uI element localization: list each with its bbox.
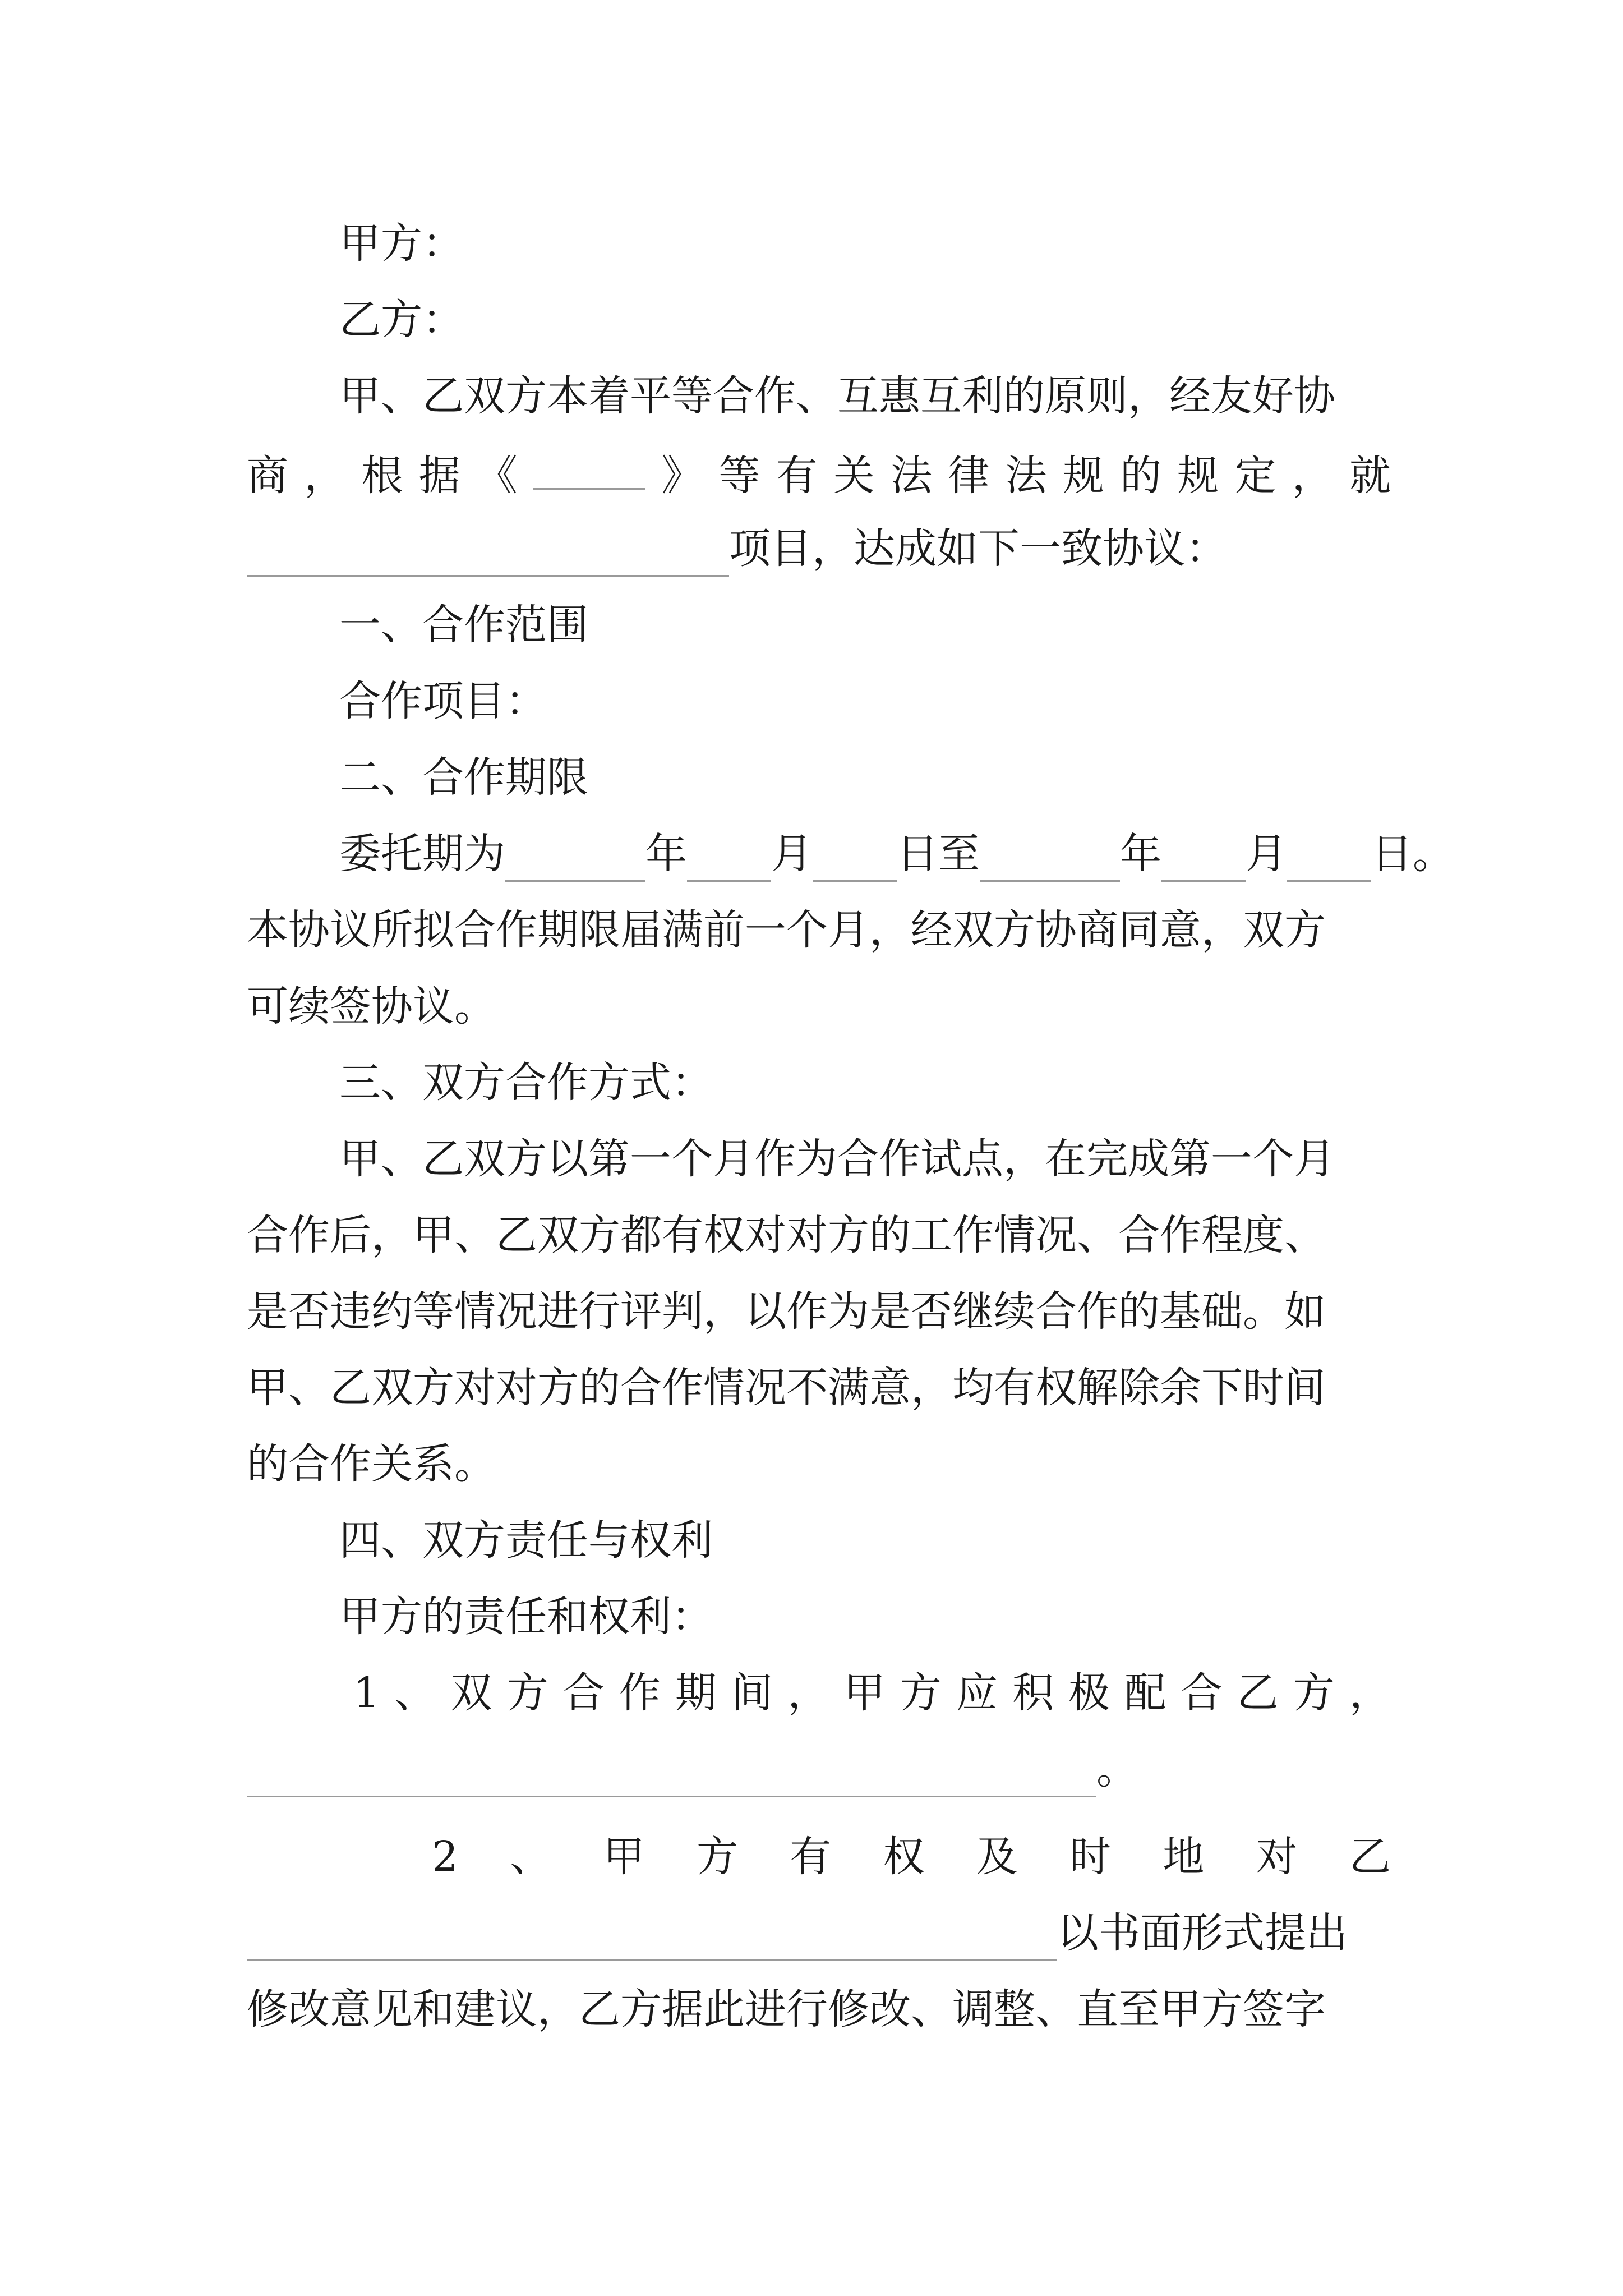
end-year-blank — [980, 836, 1120, 882]
text-char: 作 — [619, 1669, 661, 1717]
start-day-blank — [813, 836, 897, 882]
preamble-line-3 — [247, 521, 1391, 577]
text-char: 对 — [1256, 1833, 1298, 1881]
item-2-tail: 以书面形式提出 — [1057, 1909, 1348, 1957]
end-day-blank — [1287, 836, 1371, 882]
section-3-title: 三、双方合作方式： — [339, 1059, 713, 1107]
law-name-blank — [533, 444, 645, 490]
text-char: 《 — [476, 452, 518, 500]
text-char: 规 — [1062, 452, 1104, 500]
text-char: 商 — [247, 452, 288, 500]
section-3-line-3: 是否违约等情况进行评判，以作为是否继续合作的基础。如 — [247, 1287, 1326, 1336]
start-year-blank — [505, 836, 645, 882]
text-char: 就 — [1349, 452, 1391, 500]
text-char: 方 — [506, 1669, 548, 1717]
text-char: 规 — [1177, 452, 1219, 500]
term-text: 委托期为 — [339, 830, 505, 878]
text-char: 及 — [976, 1833, 1018, 1881]
text-char: 关 — [833, 452, 875, 500]
term-text: 日。 — [1371, 830, 1454, 878]
term-text: 年 — [1120, 830, 1161, 878]
text-char: 甲 — [843, 1669, 886, 1717]
section-4-title: 四、双方责任与权利 — [339, 1516, 713, 1565]
text-char: 根 — [361, 452, 403, 500]
text-char: 据 — [418, 452, 460, 500]
preamble-line-2 — [247, 444, 1391, 500]
section-2-title: 二、合作期限 — [339, 753, 588, 802]
end-month-blank — [1161, 836, 1246, 882]
text-char: 定 — [1234, 452, 1276, 500]
party-a-label: 甲方： — [339, 219, 464, 268]
text-char: 、 — [394, 1669, 436, 1717]
text-char: 、 — [510, 1833, 552, 1881]
text-char: 配 — [1124, 1669, 1166, 1717]
section-3-line-5: 的合作关系。 — [247, 1440, 496, 1488]
section-1-title: 一、合作范围 — [339, 601, 588, 649]
item-2-line — [432, 1829, 1391, 1885]
text-char: 双 — [450, 1669, 492, 1717]
text-char: 方 — [1293, 1669, 1335, 1717]
text-char: 方 — [696, 1833, 738, 1881]
section-3-line-4: 甲、乙双方对对方的合作情况不满意，均有权解除余下时间 — [247, 1364, 1326, 1412]
preamble-line-1: 甲、乙双方本着平等合作、互惠互利的原则，经友好协 — [339, 372, 1335, 420]
item-1-line — [353, 1665, 1391, 1721]
party-b-label: 乙方： — [339, 296, 464, 344]
text-char: 2 — [432, 1833, 459, 1881]
section-2-line-2: 本协议所拟合作期限届满前一个月，经双方协商同意，双方 — [247, 906, 1326, 954]
preamble-line-3-text: 项目，达成如下一致协议： — [729, 524, 1227, 573]
section-3-line-1: 甲、乙双方以第一个月作为合作试点，在完成第一个月 — [339, 1135, 1335, 1183]
text-char: 积 — [1012, 1669, 1054, 1717]
item-2-blank — [247, 1916, 1057, 1961]
item-2-last-line: 修改意见和建议，乙方据此进行修改、调整、直至甲方签字 — [247, 1985, 1326, 2033]
text-char: 》 — [661, 452, 703, 500]
section-2-line-3: 可续签协议。 — [247, 982, 496, 1030]
text-char: 法 — [1005, 452, 1047, 500]
text-char: 乙 — [1349, 1833, 1391, 1881]
section-3-line-2: 合作后，甲、乙双方都有权对对方的工作情况、合作程度、 — [247, 1211, 1326, 1259]
text-char: 权 — [883, 1833, 925, 1881]
text-char: ， — [787, 1669, 829, 1717]
text-char: ， — [1292, 452, 1334, 500]
section-4-subtitle: 甲方的责任和权利： — [339, 1593, 713, 1641]
term-text: 日至 — [897, 830, 980, 878]
text-char: 1 — [353, 1669, 380, 1717]
text-char: 地 — [1163, 1833, 1205, 1881]
term-text: 月 — [771, 830, 813, 878]
item-1-fill-line — [247, 1741, 1391, 1797]
section-1-item: 合作项目： — [339, 677, 547, 725]
text-char: 合 — [562, 1669, 605, 1717]
text-char: ， — [1349, 1669, 1391, 1717]
term-period-line — [339, 826, 1454, 882]
item-2-fill-line — [247, 1905, 1391, 1961]
text-char: 期 — [675, 1669, 717, 1717]
text-char: 极 — [1068, 1669, 1110, 1717]
text-char: 有 — [790, 1833, 832, 1881]
text-char: 法 — [891, 452, 933, 500]
text-char: 方 — [900, 1669, 942, 1717]
text-char: 律 — [948, 452, 990, 500]
text-char: 间 — [731, 1669, 773, 1717]
text-char: 有 — [776, 452, 818, 500]
term-text: 年 — [645, 830, 687, 878]
start-month-blank — [687, 836, 771, 882]
text-char: 应 — [956, 1669, 998, 1717]
item-1-blank — [247, 1752, 1096, 1797]
text-char: 等 — [718, 452, 760, 500]
text-char: 时 — [1069, 1833, 1112, 1881]
text-char: 的 — [1120, 452, 1162, 500]
item-1-end: 。 — [1096, 1745, 1138, 1793]
text-char: ， — [304, 452, 346, 500]
text-char: 乙 — [1237, 1669, 1279, 1717]
project-name-blank — [247, 531, 729, 577]
text-char: 合 — [1181, 1669, 1223, 1717]
term-text: 月 — [1246, 830, 1287, 878]
text-char: 甲 — [603, 1833, 645, 1881]
